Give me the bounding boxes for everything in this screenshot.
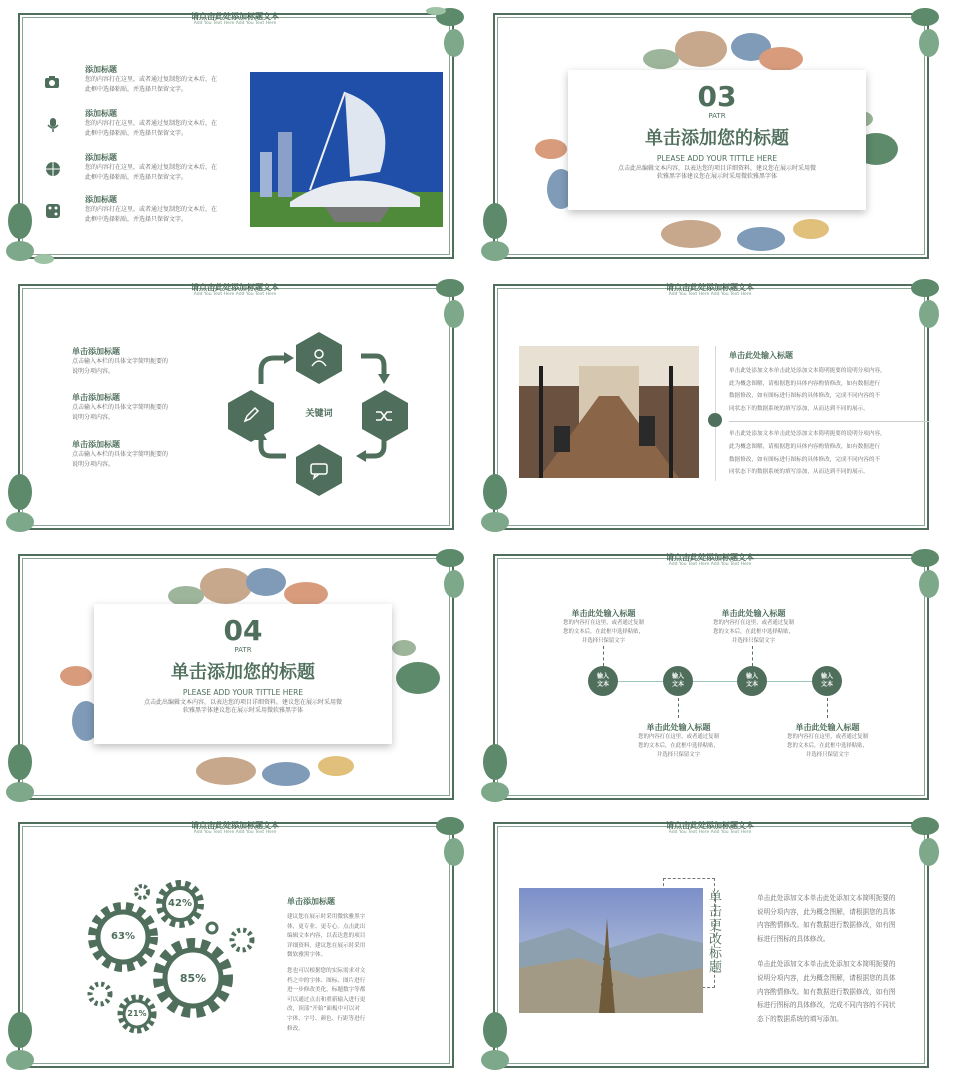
dashed-connector	[827, 698, 828, 718]
slide-7[interactable]	[6, 814, 464, 1074]
architecture-photo	[250, 72, 443, 227]
para-line: 单击此处添加文本单击此处添加文本简明扼要的说明分项内容，	[729, 431, 886, 438]
milestone-body: 您的文本后，在此框中选择粘贴，	[787, 743, 868, 749]
slide-8[interactable]	[481, 814, 939, 1074]
block-title: 单击添加标题	[287, 897, 335, 906]
text-block	[287, 896, 397, 1034]
slide-header-title: 请点击此处添加标题文本	[666, 283, 754, 292]
vertical-title: 单击更改标题	[706, 890, 721, 974]
para-line: 档之中的字体、图标、图片进行	[287, 977, 366, 984]
timeline-node	[737, 666, 767, 696]
item-body: 您的内容打在这里，或者通过复制您的文本后，在	[85, 164, 218, 171]
para-line: 同状态下的数据系统的填写添加，从而达到不同的展示。	[729, 405, 869, 412]
item-title: 添加标题	[85, 109, 117, 118]
gear-value-85: 85%	[179, 972, 207, 985]
slide-6[interactable]	[481, 546, 939, 806]
para-line: 可以通过点击和重新输入进行更	[287, 996, 366, 1003]
leaf-decoration-bottom-left	[481, 195, 531, 265]
item-body: 点击输入本栏的具体文字简明扼要的	[72, 358, 169, 365]
milestone-title: 单击此处输入标题	[795, 723, 860, 732]
para-line: 改，顶部“开始”面板中可以对	[287, 1006, 360, 1013]
item-body: 点击输入本栏的具体文字简明扼要的	[72, 451, 169, 458]
basketball-icon	[45, 161, 61, 177]
item-title: 添加标题	[85, 195, 117, 204]
item-body: 您的内容打在这里，或者通过复制您的文本后，在	[85, 76, 218, 83]
dashed-connector	[752, 646, 753, 666]
section-card	[94, 604, 392, 744]
timeline-node	[812, 666, 842, 696]
item-title: 添加标题	[85, 65, 117, 74]
list-item	[85, 152, 245, 183]
item-title: 单击添加标题	[72, 393, 120, 402]
item-body: 您的内容打在这里，或者通过复制您的文本后，在	[85, 120, 218, 127]
item-title: 单击添加标题	[72, 347, 120, 356]
milestone-body: 您的内容打在这里，或者通过复制	[563, 620, 644, 626]
list-item	[72, 439, 212, 470]
para-line: 标进行图标的具体修改。	[757, 934, 830, 943]
item-body: 说明分项内容。	[72, 414, 115, 421]
para-line: 您也可以根据您的实际需求对文	[287, 967, 366, 974]
timeline-node	[663, 666, 693, 696]
slide-header-subtitle: Add You Text Here Add You Text Here	[193, 21, 277, 26]
para-line: 进一步修改美化，标题数字等都	[287, 987, 366, 994]
node-label: 文本	[671, 681, 684, 688]
section-number: 03	[697, 80, 737, 113]
para-line: 标进行图标的具体修改，完成不同内容的不同状	[757, 1001, 896, 1010]
slide-header-subtitle: Add You Text Here Add You Text Here	[668, 292, 752, 297]
eiffel-tower-photo	[519, 888, 703, 1013]
text-block	[757, 892, 929, 1026]
milestone-body: 您的内容打在这里，或者通过复制	[787, 734, 868, 740]
section-number: 04	[223, 614, 263, 647]
item-body: 此框中选择粘贴，并选择只保留文字。	[85, 86, 188, 93]
slide-header-subtitle: Add You Text Here Add You Text Here	[193, 292, 277, 297]
para-line: 微软雅黑字体。	[287, 952, 327, 959]
para-line: 此为概念图解，请根据您的具体内容酌情修改，如有数据进行	[729, 380, 881, 387]
item-body: 此框中选择粘贴，并选择只保留文字。	[85, 130, 188, 137]
item-body: 点击输入本栏的具体文字简明扼要的	[72, 404, 169, 411]
para-line: 建议您在展示时采用微软雅黑字	[287, 914, 366, 920]
section-desc: 软雅黑字体建议您在展示时采用微软雅黑字体	[182, 707, 303, 714]
para-line: 说明分项内容，此为概念图解，请根据您的具体	[757, 973, 896, 982]
node-label: 文本	[820, 681, 833, 688]
camera-icon	[44, 75, 60, 89]
slide-1[interactable]	[6, 5, 464, 265]
item-body: 此框中选择粘贴，并选择只保留文字。	[85, 216, 188, 223]
slide-header-title: 请点击此处添加标题文本	[666, 821, 754, 830]
para-line: 数据修改，如有图标进行图标的具体修改，完成不同内容的不	[729, 393, 881, 400]
milestone-top	[701, 608, 806, 646]
para-line: 单击此处添加文本单击此处添加文本简明扼要的说明分项内容，	[729, 368, 886, 374]
para-line: 详细资料，建议您在展示时采用	[287, 942, 366, 949]
leaf-decoration-bottom-left	[481, 736, 531, 806]
para-line: 态下的数据系统的填写添加。	[757, 1014, 843, 1023]
node-label: 输入	[671, 673, 684, 680]
section-desc: 软雅黑字体建议您在展示时采用微软雅黑字体	[656, 173, 777, 180]
item-body: 此框中选择粘贴，并选择只保留文字。	[85, 174, 188, 181]
milestone-title: 单击此处输入标题	[721, 609, 786, 618]
leaf-decoration-bottom-left	[6, 1004, 56, 1074]
para-line: 说明分项内容，此为概念图解，请根据您的具体	[757, 907, 896, 916]
slide-5[interactable]	[6, 546, 464, 806]
para-line: 单击此处添加文本单击此处添加文本简明扼要的	[757, 960, 896, 969]
milestone-body: 并选择只保留文字	[731, 638, 776, 644]
para-line: 字体、字号、颜色、行距等进行	[287, 1015, 366, 1022]
milestone-body: 并选择只保留文字	[656, 752, 701, 758]
slide-header-title: 请点击此处添加标题文本	[666, 553, 754, 562]
milestone-title: 单击此处输入标题	[646, 723, 711, 732]
gear-value-63: 63%	[111, 931, 135, 942]
gear-value-21: 21%	[127, 1009, 147, 1018]
para-line: 单击此处添加文本单击此处添加文本简明扼要的	[757, 894, 896, 902]
item-title: 单击添加标题	[72, 440, 120, 449]
section-english: PLEASE ADD YOUR TITTLE HERE	[656, 154, 778, 163]
slide-header-subtitle: Add You Text Here Add You Text Here	[668, 562, 752, 567]
list-item	[85, 108, 245, 139]
list-item	[85, 194, 245, 225]
list-item	[72, 392, 212, 423]
node-label: 输入	[596, 673, 609, 680]
slide-header-title: 请点击此处添加标题文本	[191, 283, 279, 292]
slide-header-subtitle: Add You Text Here Add You Text Here	[668, 830, 752, 835]
microphone-icon	[46, 117, 60, 133]
dashed-connector	[603, 646, 604, 666]
list-item	[85, 64, 245, 95]
dashed-connector	[678, 698, 679, 718]
divider	[729, 421, 929, 422]
node-label: 输入	[820, 673, 833, 680]
item-title: 添加标题	[85, 153, 117, 162]
slide-header-title: 请点击此处添加标题文本	[191, 12, 279, 21]
para-line: 修改。	[287, 1025, 304, 1032]
section-patr: PATR	[234, 646, 252, 654]
slide-header-title: 请点击此处添加标题文本	[191, 821, 279, 830]
dice-icon	[45, 203, 61, 219]
milestone-body: 您的内容打在这里，或者通过复制	[713, 620, 794, 626]
section-title: 单击添加您的标题	[171, 662, 315, 683]
slide-3[interactable]	[6, 276, 464, 536]
cafe-interior-photo	[519, 346, 699, 478]
slide-inner-frame	[497, 558, 925, 796]
milestone-title: 单击此处输入标题	[571, 609, 636, 618]
leaf-decoration-bottom-left	[481, 1004, 531, 1074]
item-body: 您的内容打在这里，或者通过复制您的文本后，在	[85, 206, 218, 213]
timeline-node	[588, 666, 618, 696]
milestone-top	[551, 608, 656, 646]
milestone-body: 并选择只保留文字	[805, 752, 850, 758]
leaf-decoration-bottom-left	[6, 466, 56, 536]
list-item	[72, 346, 212, 377]
item-body: 说明分项内容。	[72, 368, 115, 375]
node-label: 输入	[745, 673, 758, 680]
para-line: 此为概念图解，请根据您的具体内容酌情修改，如有数据进行	[729, 443, 881, 450]
slide-2[interactable]	[481, 5, 939, 265]
node-label: 文本	[596, 681, 609, 688]
center-keyword: 关键词	[305, 409, 333, 419]
milestone-body: 您的文本后，在此框中选择粘贴，	[638, 743, 719, 749]
text-block	[729, 350, 929, 479]
para-line: 内容酌情修改。如有数据进行数据修改，如有图	[757, 921, 896, 930]
para-line: 内容酌情修改。如有数据进行数据修改，如有图	[757, 987, 896, 996]
milestone-bottom	[626, 722, 731, 760]
milestone-body: 您的内容打在这里，或者通过复制	[638, 734, 719, 740]
para-line: 数据修改，如有图标进行图标的具体修改，完成不同内容的不	[729, 456, 881, 463]
milestone-body: 并选择只保留文字	[581, 638, 626, 644]
para-line: 同状态下的数据系统的填写添加，从而达到不同的展示。	[729, 469, 869, 476]
timeline-dot	[708, 413, 722, 427]
item-body: 说明分项内容。	[72, 461, 115, 468]
section-title: 单击添加您的标题	[645, 128, 789, 149]
para-line: 编辑文本内容，以表达您的项目	[287, 933, 366, 940]
section-english: PLEASE ADD YOUR TITTLE HERE	[182, 688, 304, 697]
para-line: 体，更专业、更专心。点击此出	[287, 923, 366, 930]
section-desc: 点击此出编辑文本内容，以表达您的项目详细资料，建议您在展示时采用微	[143, 699, 342, 706]
slide-header-subtitle: Add You Text Here Add You Text Here	[193, 830, 277, 835]
slide-4[interactable]	[481, 276, 939, 536]
section-card	[568, 70, 866, 210]
milestone-bottom	[775, 722, 880, 760]
section-patr: PATR	[708, 112, 726, 120]
timeline-line	[601, 681, 841, 682]
node-label: 文本	[745, 681, 758, 688]
milestone-body: 您的文本后，在此框中选择粘贴，	[563, 629, 644, 635]
section-desc: 点击此出编辑文本内容，以表达您的项目详细资料，建议您在展示时采用微	[617, 165, 816, 172]
gear-value-42: 42%	[168, 898, 192, 909]
leaf-decoration-bottom-left	[6, 736, 56, 806]
block-title: 单击此处输入标题	[729, 351, 793, 360]
milestone-body: 您的文本后，在此框中选择粘贴，	[713, 629, 794, 635]
